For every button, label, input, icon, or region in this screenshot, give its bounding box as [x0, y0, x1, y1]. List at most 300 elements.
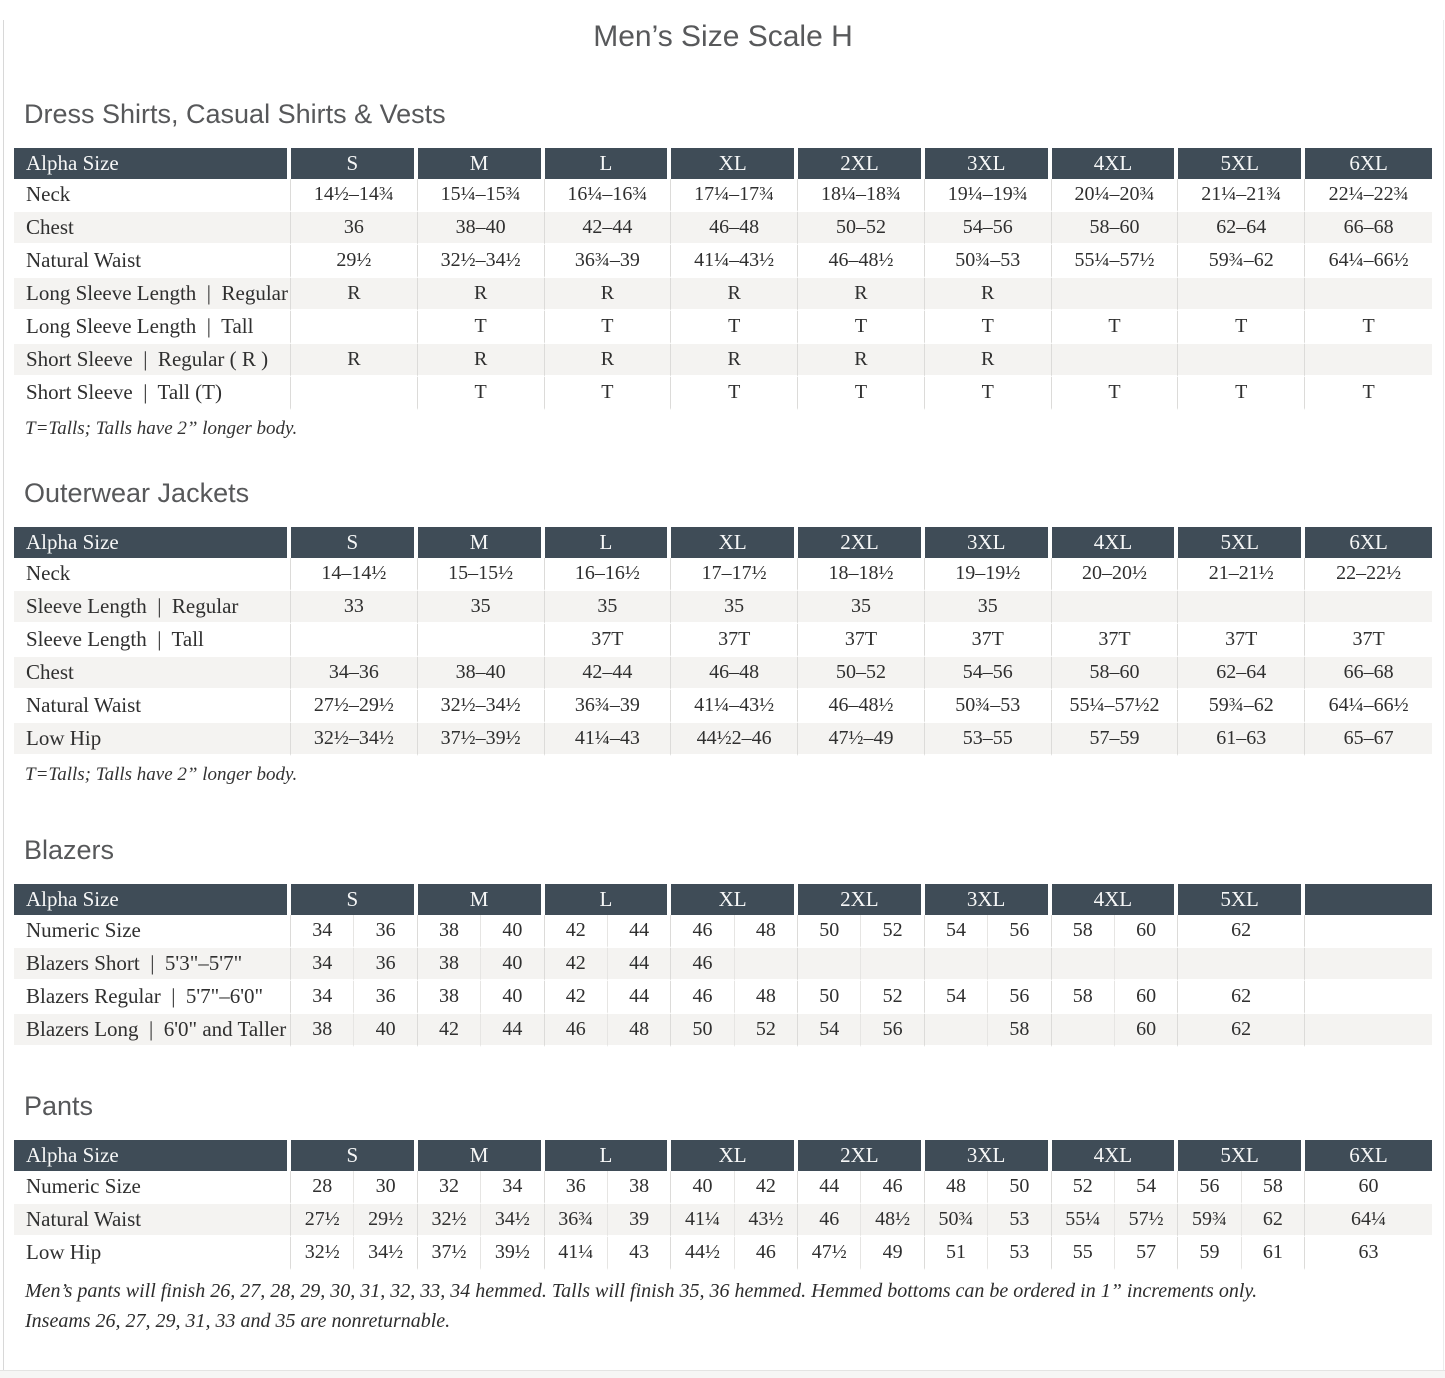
row-label: Natural Waist: [14, 245, 291, 278]
table-cell: 44: [608, 915, 671, 948]
table-cell: 42–44: [545, 212, 672, 245]
pants-note-line-1: Men’s pants will finish 26, 27, 28, 29, 30, 31, 32, 33, 34 hemmed. Talls will finish 35, 36 hemmed. Hemmed bottoms can be ordered in 1” increments only.: [25, 1280, 1258, 1303]
table-cell: T: [1178, 311, 1305, 344]
row-label: Numeric Size: [14, 1171, 291, 1204]
table-cell: [1305, 915, 1432, 948]
table-cell: 42: [418, 1014, 481, 1047]
column-header: 5XL: [1178, 527, 1305, 558]
table-cell: 44: [608, 948, 671, 981]
table-cell: [1305, 278, 1432, 311]
table-cell: R: [798, 278, 925, 311]
table-cell: R: [925, 344, 1052, 377]
table-cell: 40: [671, 1171, 734, 1204]
table-cell: 57½: [1115, 1204, 1178, 1237]
table-cell: 35: [925, 591, 1052, 624]
column-header: 6XL: [1305, 527, 1432, 558]
row-label: Neck: [14, 558, 291, 591]
table-cell: 42: [545, 981, 608, 1014]
table-cell: 35: [671, 591, 798, 624]
table-cell: 53–55: [925, 723, 1052, 756]
table-cell: 46–48½: [798, 690, 925, 723]
table-cell: [1178, 948, 1305, 981]
size-chart-page: [0, 20, 1445, 1336]
table-cell: T: [1305, 377, 1432, 410]
row-label: Long Sleeve Length | Tall: [14, 311, 291, 344]
table-cell: 62–64: [1178, 657, 1305, 690]
table-cell: 54: [925, 981, 988, 1014]
table-cell: 19¼–19¾: [925, 179, 1052, 212]
table-cell: 62–64: [1178, 212, 1305, 245]
table-cell: 52: [735, 1014, 798, 1047]
table-cell: [1305, 981, 1432, 1014]
row-label: Blazers Long | 6'0" and Taller: [14, 1014, 291, 1047]
table-cell: 46–48: [671, 657, 798, 690]
column-header: 2XL: [798, 527, 925, 558]
table-cell: 42: [545, 915, 608, 948]
table-cell: 41¼–43½: [671, 690, 798, 723]
table-cell: 39½: [481, 1237, 544, 1270]
table-cell: 38: [418, 948, 481, 981]
table-cell: R: [545, 344, 672, 377]
table-cell: 52: [1052, 1171, 1115, 1204]
table-row: [14, 591, 1432, 624]
table-cell: 46: [545, 1014, 608, 1047]
table-cell: 58: [1242, 1171, 1305, 1204]
table-cell: 36: [545, 1171, 608, 1204]
table-cell: 35: [798, 591, 925, 624]
table-cell: T: [1052, 311, 1179, 344]
column-header: L: [545, 1140, 672, 1171]
table-cell: 64¼: [1305, 1204, 1432, 1237]
table-cell: 38: [608, 1171, 671, 1204]
table-cell: [1178, 591, 1305, 624]
column-header: S: [291, 148, 418, 179]
table-cell: 52: [861, 915, 924, 948]
table-cell: 55¼–57½: [1052, 245, 1179, 278]
table-cell: 38: [418, 915, 481, 948]
row-label: Chest: [14, 212, 291, 245]
row-label: Chest: [14, 657, 291, 690]
column-header: S: [291, 527, 418, 558]
column-header: 5XL: [1178, 884, 1305, 915]
table-cell: 47½–49: [798, 723, 925, 756]
table-cell: 22¼–22¾: [1305, 179, 1432, 212]
table-cell: 30: [354, 1171, 417, 1204]
table-cell: 38–40: [418, 212, 545, 245]
table-cell: 28: [291, 1171, 354, 1204]
table-cell: 21–21½: [1178, 558, 1305, 591]
table-cell: T: [545, 311, 672, 344]
row-label: Short Sleeve | Regular ( R ): [14, 344, 291, 377]
table-cell: [988, 948, 1051, 981]
table-cell: 59: [1178, 1237, 1241, 1270]
table-cell: T: [1305, 311, 1432, 344]
table-cell: 66–68: [1305, 212, 1432, 245]
table-cell: [1052, 344, 1179, 377]
table-cell: T: [925, 311, 1052, 344]
table-cell: T: [1178, 377, 1305, 410]
table-cell: 50: [988, 1171, 1051, 1204]
table-cell: 58–60: [1052, 657, 1179, 690]
table-cell: 50¾: [925, 1204, 988, 1237]
table-cell: 55¼: [1052, 1204, 1115, 1237]
table-cell: 56: [988, 915, 1051, 948]
column-header: S: [291, 884, 418, 915]
table-cell: 54: [1115, 1171, 1178, 1204]
table-cell: 41¼–43: [545, 723, 672, 756]
table-cell: 14–14½: [291, 558, 418, 591]
column-header: 6XL: [1305, 148, 1432, 179]
table-cell: 40: [481, 915, 544, 948]
table-cell: 36¾–39: [545, 245, 672, 278]
table-cell: 46: [735, 1237, 798, 1270]
table-cell: 61: [1242, 1237, 1305, 1270]
table-cell: 37T: [925, 624, 1052, 657]
table-cell: 61–63: [1178, 723, 1305, 756]
row-label: Blazers Short | 5'3"–5'7": [14, 948, 291, 981]
table-cell: 62: [1178, 981, 1305, 1014]
table-cell: 32½–34½: [418, 245, 545, 278]
table-cell: 21¼–21¾: [1178, 179, 1305, 212]
table-cell: 59¾–62: [1178, 245, 1305, 278]
table-header-row: [14, 884, 1432, 915]
table-cell: [1115, 948, 1178, 981]
column-header: M: [418, 1140, 545, 1171]
bottom-strip: [0, 1370, 1445, 1378]
section-dress-shirts: [14, 99, 1432, 441]
table-cell: T: [418, 311, 545, 344]
table-cell: 29½: [354, 1204, 417, 1237]
table-cell: 48: [608, 1014, 671, 1047]
table-cell: 50–52: [798, 657, 925, 690]
table-cell: 50¾–53: [925, 245, 1052, 278]
size-table-outerwear-jackets: [14, 527, 1432, 756]
table-cell: T: [798, 311, 925, 344]
table-cell: [925, 1014, 988, 1047]
column-header: [1305, 884, 1432, 915]
section-title-blazers: Blazers: [24, 835, 115, 866]
size-table-dress-shirts: [14, 148, 1432, 410]
table-cell: 54: [798, 1014, 861, 1047]
table-cell: 56: [861, 1014, 924, 1047]
table-row: [14, 344, 1432, 377]
column-header: 4XL: [1052, 1140, 1179, 1171]
row-label: Numeric Size: [14, 915, 291, 948]
table-cell: 44½: [671, 1237, 734, 1270]
row-label: Neck: [14, 179, 291, 212]
table-cell: 50: [798, 915, 861, 948]
table-row: [14, 212, 1432, 245]
column-header: XL: [671, 148, 798, 179]
table-cell: 27½–29½: [291, 690, 418, 723]
table-row: [14, 1237, 1432, 1270]
table-cell: 37T: [798, 624, 925, 657]
size-table-pants: [14, 1140, 1432, 1270]
table-cell: [1178, 278, 1305, 311]
page-title: Men’s Size Scale H: [593, 20, 853, 53]
table-cell: R: [671, 344, 798, 377]
section-title-pants: Pants: [24, 1091, 94, 1122]
row-label: Long Sleeve Length | Regular: [14, 278, 291, 311]
row-label: Natural Waist: [14, 1204, 291, 1237]
column-header: 4XL: [1052, 148, 1179, 179]
table-cell: 50¾–53: [925, 690, 1052, 723]
table-cell: 29½: [291, 245, 418, 278]
table-cell: T: [798, 377, 925, 410]
table-cell: 20–20½: [1052, 558, 1179, 591]
table-cell: 35: [418, 591, 545, 624]
table-cell: T: [418, 377, 545, 410]
table-cell: 48: [735, 981, 798, 1014]
table-cell: [735, 948, 798, 981]
table-cell: 65–67: [1305, 723, 1432, 756]
column-header: 6XL: [1305, 1140, 1432, 1171]
table-cell: 42–44: [545, 657, 672, 690]
table-cell: 17–17½: [671, 558, 798, 591]
table-cell: 63: [1305, 1237, 1432, 1270]
table-cell: 62: [1242, 1204, 1305, 1237]
table-cell: [1305, 1014, 1432, 1047]
table-cell: 18–18½: [798, 558, 925, 591]
table-row: [14, 624, 1432, 657]
table-cell: R: [925, 278, 1052, 311]
column-header: S: [291, 1140, 418, 1171]
table-cell: 41¼: [545, 1237, 608, 1270]
table-cell: 56: [1178, 1171, 1241, 1204]
column-header: M: [418, 884, 545, 915]
table-cell: 41¼–43½: [671, 245, 798, 278]
table-cell: 34: [291, 981, 354, 1014]
table-cell: 35: [545, 591, 672, 624]
column-header: 2XL: [798, 884, 925, 915]
table-cell: 34½: [481, 1204, 544, 1237]
table-cell: 37½: [418, 1237, 481, 1270]
table-cell: 55: [1052, 1237, 1115, 1270]
table-cell: 54–56: [925, 212, 1052, 245]
table-header-row: [14, 148, 1432, 179]
table-cell: 42: [735, 1171, 798, 1204]
table-cell: [1052, 948, 1115, 981]
table-cell: 44: [608, 981, 671, 1014]
table-cell: 53: [988, 1204, 1051, 1237]
table-cell: 34: [291, 948, 354, 981]
table-row: [14, 377, 1432, 410]
table-row: [14, 278, 1432, 311]
table-cell: 55¼–57½2: [1052, 690, 1179, 723]
table-cell: 38–40: [418, 657, 545, 690]
table-cell: 36: [354, 948, 417, 981]
table-cell: R: [418, 344, 545, 377]
table-cell: 48: [925, 1171, 988, 1204]
table-row: [14, 657, 1432, 690]
table-cell: R: [671, 278, 798, 311]
column-header: M: [418, 148, 545, 179]
column-header: L: [545, 148, 672, 179]
table-cell: 46: [671, 981, 734, 1014]
column-header: L: [545, 884, 672, 915]
column-header: Alpha Size: [14, 148, 291, 179]
table-row: [14, 245, 1432, 278]
table-cell: 54: [925, 915, 988, 948]
table-cell: 47½: [798, 1237, 861, 1270]
table-cell: 50–52: [798, 212, 925, 245]
column-header: 3XL: [925, 884, 1052, 915]
size-table-blazers: [14, 884, 1432, 1047]
table-cell: 46–48½: [798, 245, 925, 278]
table-cell: 16¼–16¾: [545, 179, 672, 212]
table-header-row: [14, 1140, 1432, 1171]
table-cell: 64¼–66½: [1305, 245, 1432, 278]
table-cell: 60: [1115, 981, 1178, 1014]
column-header: 3XL: [925, 148, 1052, 179]
column-header: 3XL: [925, 1140, 1052, 1171]
table-cell: [1052, 1014, 1115, 1047]
table-cell: 43: [608, 1237, 671, 1270]
table-cell: 27½: [291, 1204, 354, 1237]
table-cell: 36: [354, 981, 417, 1014]
table-cell: 34–36: [291, 657, 418, 690]
table-cell: 46–48: [671, 212, 798, 245]
table-row: [14, 179, 1432, 212]
column-header: Alpha Size: [14, 527, 291, 558]
table-cell: 32½: [418, 1204, 481, 1237]
table-cell: 58: [988, 1014, 1051, 1047]
table-cell: 34½: [354, 1237, 417, 1270]
table-row: [14, 915, 1432, 948]
section-blazers: [14, 835, 1432, 1047]
table-cell: [291, 311, 418, 344]
table-cell: [291, 377, 418, 410]
table-cell: R: [545, 278, 672, 311]
row-label: Blazers Regular | 5'7"–6'0": [14, 981, 291, 1014]
table-cell: [291, 624, 418, 657]
table-cell: R: [418, 278, 545, 311]
table-footnote: T=Talls; Talls have 2” longer body.: [25, 417, 298, 439]
table-row: [14, 1204, 1432, 1237]
table-cell: [1305, 344, 1432, 377]
table-cell: 59¾–62: [1178, 690, 1305, 723]
table-cell: [798, 948, 861, 981]
table-cell: 36: [354, 915, 417, 948]
column-header: 3XL: [925, 527, 1052, 558]
column-header: L: [545, 527, 672, 558]
table-cell: [1052, 278, 1179, 311]
table-row: [14, 558, 1432, 591]
table-cell: 44½2–46: [671, 723, 798, 756]
table-cell: 44: [798, 1171, 861, 1204]
table-cell: T: [671, 377, 798, 410]
table-cell: 50: [798, 981, 861, 1014]
table-cell: 46: [861, 1171, 924, 1204]
table-cell: 60: [1305, 1171, 1432, 1204]
table-cell: 40: [354, 1014, 417, 1047]
table-cell: R: [798, 344, 925, 377]
table-cell: [1052, 591, 1179, 624]
table-cell: 59¾: [1178, 1204, 1241, 1237]
table-header-row: [14, 527, 1432, 558]
table-cell: 15¼–15¾: [418, 179, 545, 212]
column-header: 4XL: [1052, 527, 1179, 558]
table-cell: 33: [291, 591, 418, 624]
pants-note-line-2: Inseams 26, 27, 29, 31, 33 and 35 are nonreturnable.: [25, 1310, 451, 1333]
table-cell: 32½: [291, 1237, 354, 1270]
table-row: [14, 981, 1432, 1014]
table-cell: 15–15½: [418, 558, 545, 591]
table-cell: 34: [291, 915, 354, 948]
table-cell: 46: [798, 1204, 861, 1237]
table-cell: 32: [418, 1171, 481, 1204]
table-cell: 57: [1115, 1237, 1178, 1270]
table-cell: 40: [481, 981, 544, 1014]
table-row: [14, 311, 1432, 344]
table-cell: 40: [481, 948, 544, 981]
row-label: Sleeve Length | Regular: [14, 591, 291, 624]
row-label: Natural Waist: [14, 690, 291, 723]
table-cell: 49: [861, 1237, 924, 1270]
column-header: Alpha Size: [14, 1140, 291, 1171]
column-header: Alpha Size: [14, 884, 291, 915]
table-cell: [1305, 591, 1432, 624]
table-cell: [925, 948, 988, 981]
column-header: 2XL: [798, 148, 925, 179]
table-cell: 60: [1115, 1014, 1178, 1047]
table-cell: 50: [671, 1014, 734, 1047]
column-header: 4XL: [1052, 884, 1179, 915]
table-row: [14, 723, 1432, 756]
page-left-border: [3, 20, 4, 1378]
table-cell: 46: [671, 948, 734, 981]
table-cell: R: [291, 278, 418, 311]
table-cell: [418, 624, 545, 657]
section-title-dress-shirts: Dress Shirts, Casual Shirts & Vests: [24, 98, 446, 129]
section-title-outerwear-jackets: Outerwear Jackets: [24, 478, 250, 509]
table-cell: 17¼–17¾: [671, 179, 798, 212]
column-header: XL: [671, 527, 798, 558]
table-cell: 37T: [1052, 624, 1179, 657]
table-cell: [1178, 344, 1305, 377]
table-row: [14, 948, 1432, 981]
row-label: Sleeve Length | Tall: [14, 624, 291, 657]
table-cell: 39: [608, 1204, 671, 1237]
table-cell: 56: [988, 981, 1051, 1014]
column-header: 5XL: [1178, 1140, 1305, 1171]
table-cell: 34: [481, 1171, 544, 1204]
table-cell: 41¼: [671, 1204, 734, 1237]
table-cell: 16–16½: [545, 558, 672, 591]
table-cell: 60: [1115, 915, 1178, 948]
table-cell: 32½–34½: [418, 690, 545, 723]
table-cell: 36¾–39: [545, 690, 672, 723]
table-cell: 18¼–18¾: [798, 179, 925, 212]
table-cell: 52: [861, 981, 924, 1014]
pants-notes: [25, 1276, 1432, 1336]
row-label: Short Sleeve | Tall (T): [14, 377, 291, 410]
page-right-border: [1443, 20, 1444, 1378]
table-cell: 14½–14¾: [291, 179, 418, 212]
table-cell: 37½–39½: [418, 723, 545, 756]
table-cell: 48½: [861, 1204, 924, 1237]
table-cell: R: [291, 344, 418, 377]
column-header: 2XL: [798, 1140, 925, 1171]
table-cell: 62: [1178, 1014, 1305, 1047]
table-cell: 64¼–66½: [1305, 690, 1432, 723]
table-cell: T: [925, 377, 1052, 410]
row-label: Low Hip: [14, 723, 291, 756]
table-cell: 36¾: [545, 1204, 608, 1237]
table-row: [14, 1171, 1432, 1204]
table-cell: 66–68: [1305, 657, 1432, 690]
table-cell: 37T: [545, 624, 672, 657]
